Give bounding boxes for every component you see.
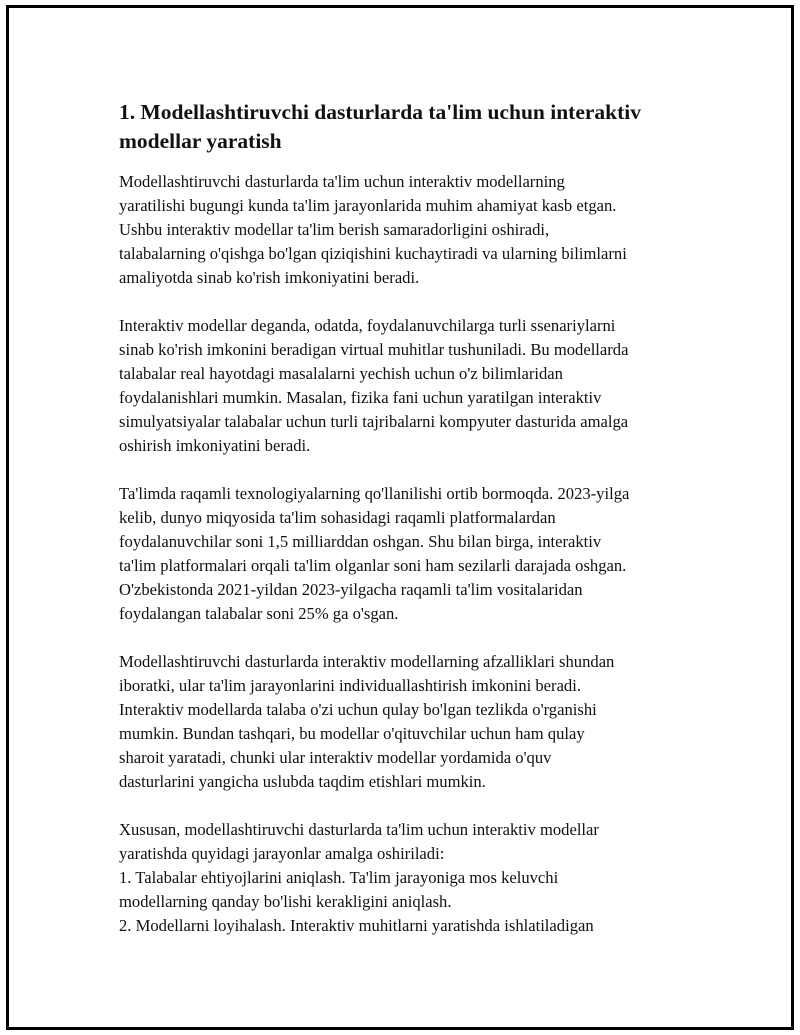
text-line: mumkin. Bundan tashqari, bu modellar o'qituvchilar uchun ham qulay	[119, 724, 585, 743]
text-line: kelib, dunyo miqyosida ta'lim sohasidagi raqamli platformalardan	[119, 508, 556, 527]
paragraph-1	[119, 170, 699, 290]
section-heading	[119, 98, 699, 156]
text-line: foydalangan talabalar soni 25% ga o'sgan.	[119, 604, 399, 623]
text-line: talabalarning o'qishga bo'lgan qiziqishini kuchaytiradi va ularning bilimlarni	[119, 244, 627, 263]
document-body	[119, 98, 699, 938]
list-item-line: 1. Talabalar ehtiyojlarini aniqlash. Ta'lim jarayoniga mos keluvchi	[119, 868, 559, 887]
text-line: amaliyotda sinab ko'rish imkoniyatini beradi.	[119, 268, 420, 287]
text-line: O'zbekistonda 2021-yildan 2023-yilgacha raqamli ta'lim vositalaridan	[119, 580, 583, 599]
text-line: yaratishda quyidagi jarayonlar amalga oshiriladi:	[119, 844, 445, 863]
text-line: Interaktiv modellar deganda, odatda, foydalanuvchilarga turli ssenariylarni	[119, 316, 616, 335]
text-line: ta'lim platformalari orqali ta'lim olganlar soni ham sezilarli darajada oshgan.	[119, 556, 627, 575]
text-line: sinab ko'rish imkonini beradigan virtual muhitlar tushuniladi. Bu modellarda	[119, 340, 629, 359]
text-line: Interaktiv modellarda talaba o'zi uchun qulay bo'lgan tezlikda o'rganishi	[119, 700, 597, 719]
text-line: sharoit yaratadi, chunki ular interaktiv modellar yordamida o'quv	[119, 748, 552, 767]
text-line: iboratki, ular ta'lim jarayonlarini individuallashtirish imkonini beradi.	[119, 676, 581, 695]
heading-line: 1. Modellashtiruvchi dasturlarda ta'lim uchun interaktiv	[119, 100, 642, 124]
text-line: foydalanuvchilar soni 1,5 milliarddan oshgan. Shu bilan birga, interaktiv	[119, 532, 602, 551]
list-item-line: 2. Modellarni loyihalash. Interaktiv muhitlarni yaratishda ishlatiladigan	[119, 916, 594, 935]
text-line: talabalar real hayotdagi masalalarni yechish uchun o'z bilimlaridan	[119, 364, 563, 383]
text-line: dasturlarini yangicha uslubda taqdim etishlari mumkin.	[119, 772, 486, 791]
list-item-line: modellarning qanday bo'lishi kerakligini aniqlash.	[119, 892, 452, 911]
paragraph-5	[119, 818, 699, 938]
text-line: foydalanishlari mumkin. Masalan, fizika fani uchun yaratilgan interaktiv	[119, 388, 602, 407]
text-line: Modellashtiruvchi dasturlarda ta'lim uchun interaktiv modellarning	[119, 172, 565, 191]
text-line: Xususan, modellashtiruvchi dasturlarda ta'lim uchun interaktiv modellar	[119, 820, 599, 839]
heading-line: modellar yaratish	[119, 129, 282, 153]
text-line: yaratilishi bugungi kunda ta'lim jarayonlarida muhim ahamiyat kasb etgan.	[119, 196, 617, 215]
text-line: Modellashtiruvchi dasturlarda interaktiv modellarning afzalliklari shundan	[119, 652, 615, 671]
paragraph-4	[119, 650, 699, 794]
paragraph-2	[119, 314, 699, 458]
text-line: oshirish imkoniyatini beradi.	[119, 436, 311, 455]
text-line: Ta'limda raqamli texnologiyalarning qo'llanilishi ortib bormoqda. 2023-yilga	[119, 484, 630, 503]
paragraph-3	[119, 482, 699, 626]
text-line: simulyatsiyalar talabalar uchun turli tajribalarni kompyuter dasturida amalga	[119, 412, 629, 431]
text-line: Ushbu interaktiv modellar ta'lim berish samaradorligini oshiradi,	[119, 220, 550, 239]
page-frame	[6, 5, 794, 1030]
